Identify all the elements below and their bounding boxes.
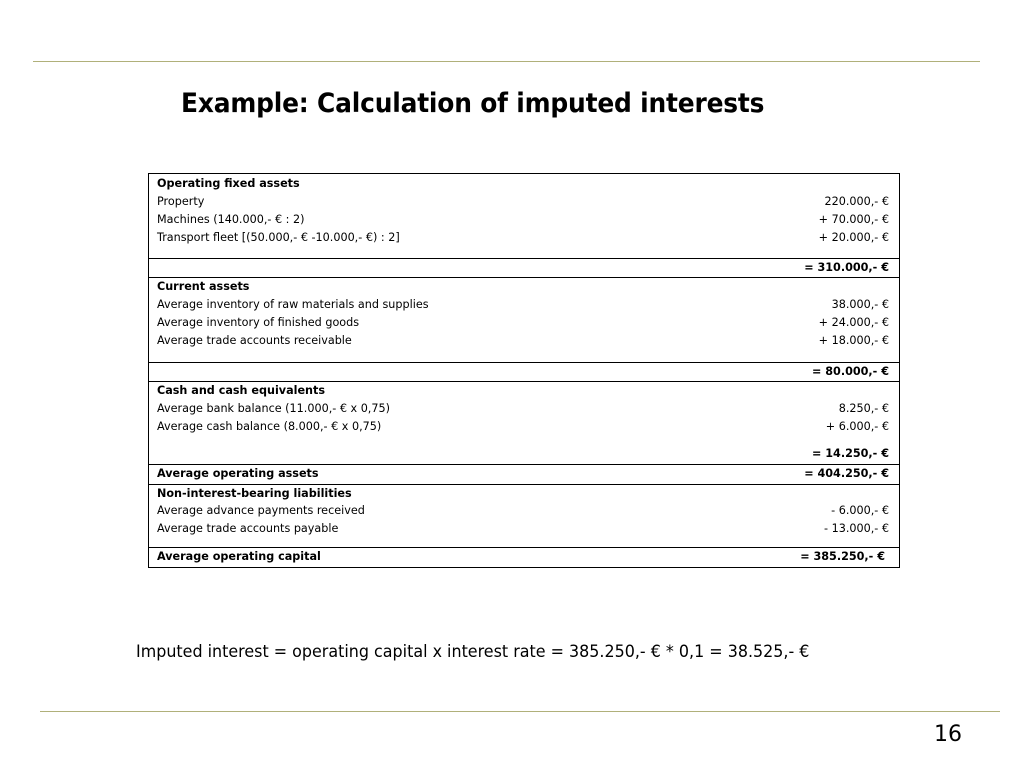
- row-amount: - 13.000,- €: [823, 522, 889, 535]
- cash-header: Cash and cash equivalents: [157, 384, 326, 397]
- row-amount: 38.000,- €: [831, 298, 889, 311]
- average-operating-capital-amount: = 385.250,- €: [800, 550, 885, 563]
- non-interest-liabilities-header-row: [149, 485, 899, 503]
- table-row: [149, 502, 899, 520]
- operating-fixed-assets-total: = 310.000,- €: [804, 261, 889, 274]
- row-label: Average advance payments received: [157, 504, 365, 517]
- table-row: [149, 193, 899, 211]
- table-row: [149, 229, 899, 247]
- row-label: Average cash balance (8.000,- € x 0,75): [157, 420, 382, 433]
- row-amount: + 20.000,- €: [818, 231, 889, 244]
- row-label: Average inventory of finished goods: [157, 316, 360, 329]
- current-assets-header-row: [149, 278, 899, 296]
- operating-fixed-assets-total-row: [149, 259, 899, 277]
- row-label: Property: [157, 195, 205, 208]
- non-interest-liabilities-header: Non-interest-bearing liabilities: [157, 487, 352, 500]
- operating-fixed-assets-header-row: [149, 175, 899, 193]
- average-operating-assets-label: Average operating assets: [157, 467, 319, 480]
- row-amount: + 24.000,- €: [818, 316, 889, 329]
- table-row: [149, 332, 899, 350]
- row-label: Transport fleet [(50.000,- € -10.000,- €) : 2]: [157, 231, 400, 244]
- current-assets-total: = 80.000,- €: [811, 365, 889, 378]
- current-assets-total-row: [149, 363, 899, 381]
- bottom-divider-rule: [40, 711, 1000, 712]
- table-row: [149, 418, 899, 436]
- imputed-interest-table: [148, 173, 900, 568]
- table-row: [149, 400, 899, 418]
- row-label: Average trade accounts receivable: [157, 334, 352, 347]
- row-amount: 220.000,- €: [824, 195, 889, 208]
- table-row: [149, 520, 899, 538]
- cash-total: = 14.250,- €: [811, 447, 889, 460]
- cash-total-row: [149, 445, 899, 463]
- average-operating-assets-amount: = 404.250,- €: [804, 467, 889, 480]
- row-amount: - 6.000,- €: [831, 504, 889, 517]
- table-row: [149, 296, 899, 314]
- average-operating-assets-row: [149, 465, 899, 483]
- row-amount: + 18.000,- €: [818, 334, 889, 347]
- row-amount: + 6.000,- €: [825, 420, 889, 433]
- row-label: Machines (140.000,- € : 2): [157, 213, 305, 226]
- operating-fixed-assets-header: Operating fixed assets: [157, 177, 300, 190]
- row-label: Average inventory of raw materials and supplies: [157, 298, 429, 311]
- imputed-interest-formula: Imputed interest = operating capital x interest rate = 385.250,- € * 0,1 = 38.525,- €: [136, 642, 810, 661]
- top-divider-rule: [33, 61, 980, 62]
- cash-header-row: [149, 382, 899, 400]
- row-amount: 8.250,- €: [838, 402, 889, 415]
- row-label: Average bank balance (11.000,- € x 0,75): [157, 402, 390, 415]
- row-label: Average trade accounts payable: [157, 522, 339, 535]
- row-amount: + 70.000,- €: [818, 213, 889, 226]
- current-assets-header: Current assets: [157, 280, 250, 293]
- average-operating-capital-row: [149, 548, 899, 566]
- table-row: [149, 314, 899, 332]
- page-number: 16: [934, 722, 962, 747]
- slide-title: Example: Calculation of imputed interests: [181, 88, 765, 119]
- table-row: [149, 211, 899, 229]
- average-operating-capital-label: Average operating capital: [157, 550, 321, 563]
